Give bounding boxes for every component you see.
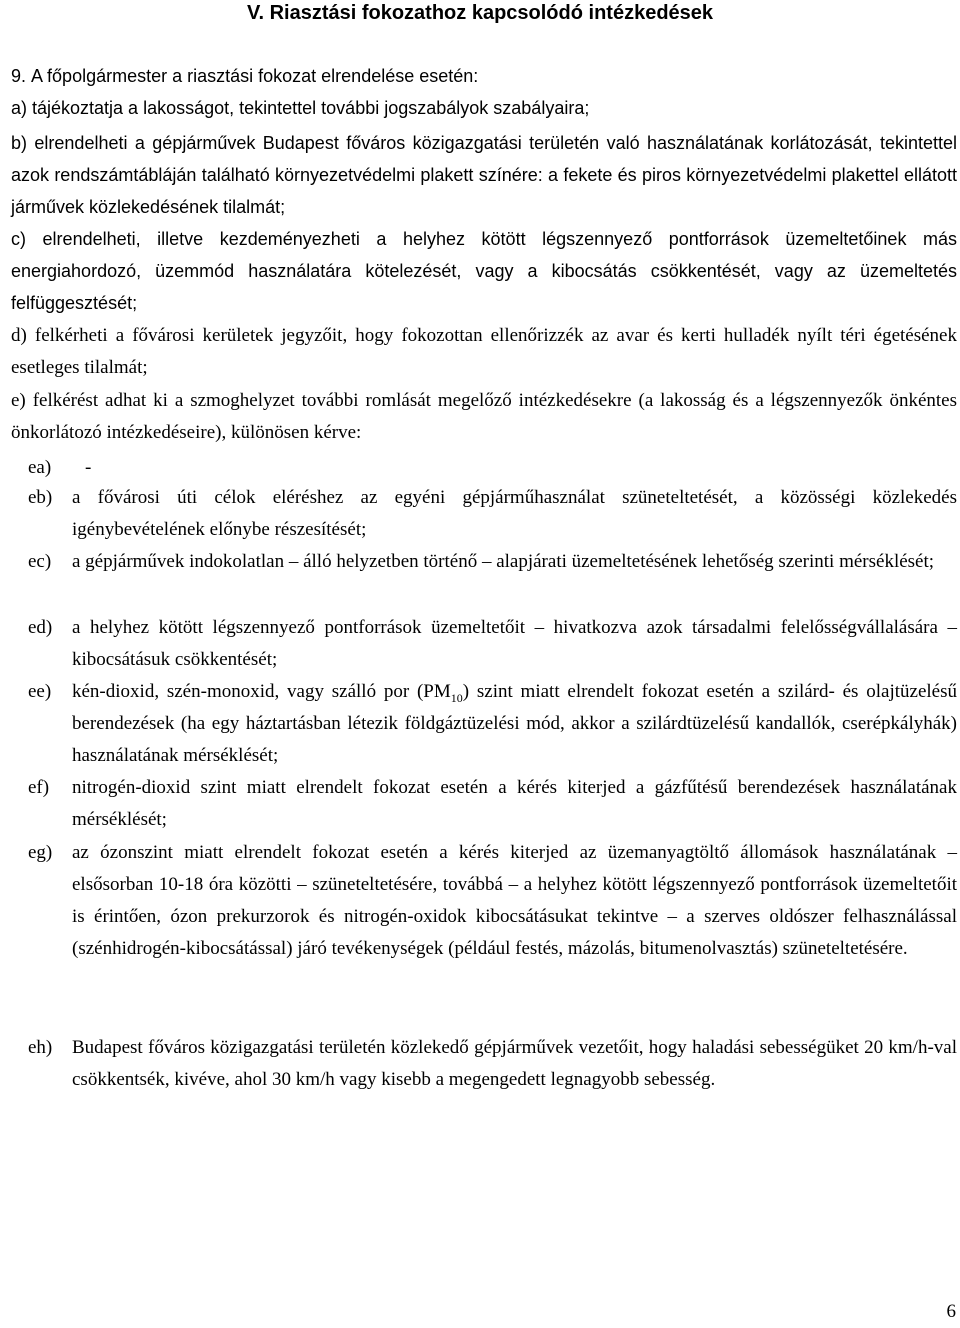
item-9-d: d) felkérheti a fővárosi kerületek jegyzőit, hogy fokozottan ellenőrizzék az avar és kerti hulladék nyílt téri égetésének esetleges tilalmát; — [11, 325, 957, 378]
subitem-label: ee) — [28, 681, 52, 702]
subitem-text — [72, 676, 957, 772]
item-9-intro — [11, 60, 957, 92]
subitem-text: az ózonszint miatt elrendelt fokozat esetén a kérés kiterjed az üzemanyagtöltő állomások használatának – elsősorban 10-18 óra közötti – szüneteltetésére, továbbá – a helyhez kötött légszennyező pontforrások üzemeltetőit is érintően, ózon prekurzorok és nitrogén-oxidok kibocsátásukat tekintve – a szerves oldószer felhasználással (szénhidrogén-kibocsátással) járó tevékenységek (például festés, mázolás, bitumenolvasztás) szüneteltetésére. — [72, 842, 957, 959]
subitem-text-part: ) szint miatt elrendelt fokozat esetén a szilárd- és olajtüzelésű berendezések (ha egy háztartásban létezik földgáztüzelési mód, akkor a szilárdtüzelésű kandallók, cserépkályhák) használatának mérséklését; — [72, 681, 957, 766]
page-number: 6 — [946, 1301, 956, 1322]
subitem-label: ea) — [28, 457, 52, 478]
subitem-label: ed) — [28, 617, 53, 638]
section-title: V. Riasztási fokozathoz kapcsolódó intézkedések — [246, 2, 714, 24]
subitem-label: ef) — [28, 777, 50, 798]
item-9-a: a) tájékoztatja a lakosságot, tekintettel további jogszabályok szabályaira; — [11, 98, 590, 118]
subitem-text: a helyhez kötött légszennyező pontforrások üzemeltetőit – hivatkozva azok társadalmi felelősségvállalására – kibocsátásuk csökkentését; — [72, 617, 957, 670]
subitem-label: eg) — [28, 842, 53, 863]
item-9-c: c) elrendelheti, illetve kezdeményezheti a helyhez kötött légszennyező pontforrások üzemeltetőinek más energiahordozó, üzemmód használatára kötelezését, vagy a kibocsátás csökkentését, vagy az üzemeltetés felfüggesztését; — [11, 229, 957, 313]
subitem-text: Budapest főváros közigazgatási területén közlekedő gépjárművek vezetőit, hogy haladási sebességüket 20 km/h-val csökkentsék, kivéve, ahol 30 km/h vagy kisebb a megengedett legnagyobb sebesség. — [72, 1037, 957, 1090]
pm-subscript: 10 — [450, 690, 463, 705]
item-9-b: b) elrendelheti a gépjárművek Budapest főváros közigazgatási területén való használatának korlátozását, tekintettel azok rendszámtábláján található környezetvédelmi plakett színére: a fekete és piros környezetvédelmi plakettel ellátott járművek közlekedésének tilalmát; — [11, 133, 957, 217]
subitem-text: nitrogén-dioxid szint miatt elrendelt fokozat esetén a kérés kiterjed a gázfűtésű berendezések használatának mérséklését; — [72, 777, 957, 830]
subitem-label: ec) — [28, 551, 52, 572]
subitem-text: a gépjárművek indokolatlan – álló helyzetben történő – alapjárati üzemeltetésének lehetőség szerinti mérséklését; — [72, 551, 935, 572]
subitem-label: eh) — [28, 1037, 53, 1058]
subitem-label: eb) — [28, 487, 53, 508]
item-intro-text: A főpolgármester a riasztási fokozat elrendelése esetén: — [31, 66, 479, 86]
subitem-text: a fővárosi úti célok eléréshez az egyéni gépjárműhasználat szüneteltetését, a közösségi közlekedés igénybevételének előnybe részesítését; — [72, 487, 957, 540]
subitem-text-part: kén-dioxid, szén-monoxid, vagy szálló por (PM — [72, 681, 451, 702]
subitem-text: - — [85, 457, 92, 478]
item-9-e: e) felkérést adhat ki a szmoghelyzet további romlását megelőző intézkedésekre (a lakosság és a légszennyezők önkéntes önkorlátozó intézkedéseire), különösen kérve: — [11, 390, 957, 443]
item-number: 9. — [11, 66, 27, 86]
